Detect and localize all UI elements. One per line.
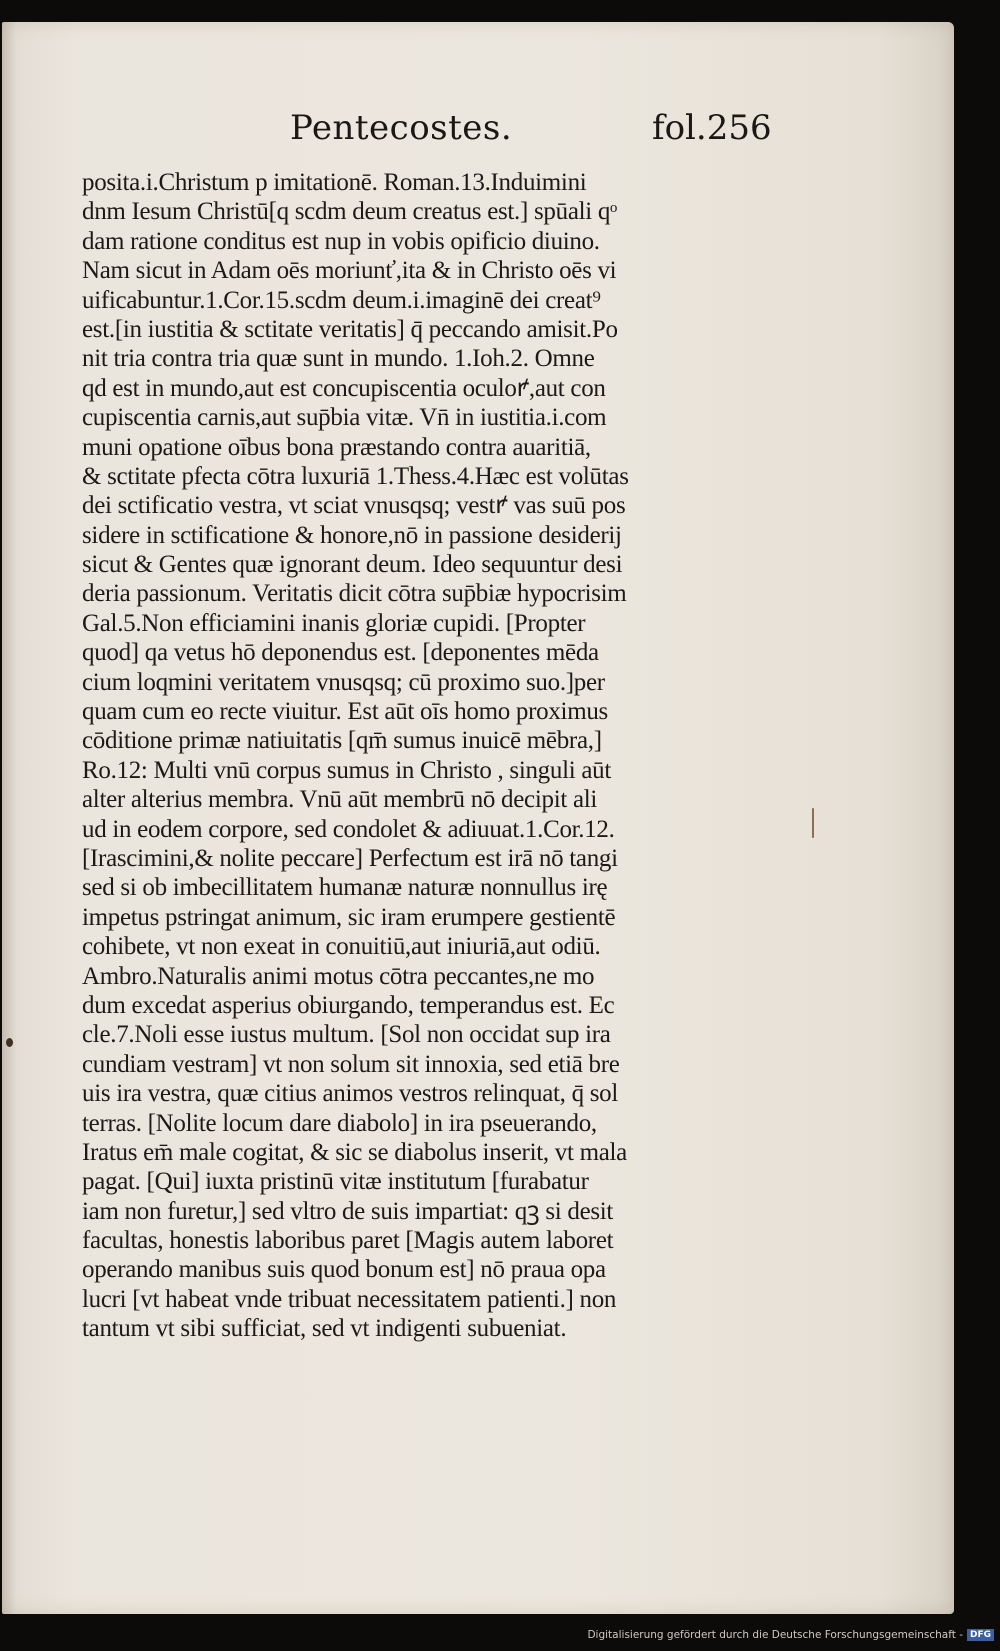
text-line: cōditione primæ natiuitatis [qm̄ sumus inuicē mēbra,] bbox=[82, 727, 602, 755]
text-line: dei sctificatio vestra, vt sciat vnusqsq; vestꝵ vas suū pos bbox=[82, 492, 626, 520]
text-line: impetus pstringat animum, sic iram erumpere gestientē bbox=[82, 903, 616, 931]
text-line: est.[in iustitia & sctitate veritatis] q̄ peccando amisit.Po bbox=[82, 315, 618, 343]
text-line: Nam sicut in Adam oēs moriunť,ita & in Christo oēs vi bbox=[82, 257, 617, 285]
text-line: muni opatione oībus bona præstando contra auaritiā, bbox=[82, 433, 591, 461]
running-head bbox=[2, 108, 954, 148]
ink-spot bbox=[6, 1038, 13, 1047]
text-line: uificabuntur.1.Cor.15.scdm deum.i.imaginē dei creat⁹ bbox=[82, 286, 601, 314]
text-line: dam ratione conditus est nup in vobis opificio diuino. bbox=[82, 227, 600, 255]
book-page bbox=[2, 22, 954, 1614]
text-line: pagat. [Qui] iuxta pristinū vitæ institutum [furabatur bbox=[82, 1168, 589, 1196]
text-line: cohibete, vt non exeat in conuitiū,aut iniuriā,aut odiū. bbox=[82, 933, 601, 961]
dfg-logo: DFG bbox=[967, 1629, 994, 1641]
credit-text: Digitalisierung gefördert durch die Deutsche Forschungsgemeinschaft - bbox=[587, 1629, 963, 1641]
digitization-credit bbox=[587, 1627, 994, 1643]
text-line: Ambro.Naturalis animi motus cōtra peccantes,ne mo bbox=[82, 962, 595, 990]
text-line: facultas, honestis laboribus paret [Magis autem laboret bbox=[82, 1227, 614, 1255]
folio-number: fol.256 bbox=[652, 108, 772, 148]
text-line: [Irascimini,& nolite peccare] Perfectum est irā nō tangi bbox=[82, 844, 618, 872]
text-line: cundiam vestram] vt non solum sit innoxia, sed etiā bre bbox=[82, 1050, 620, 1078]
text-line: sed si ob imbecillitatem humanæ naturæ nonnullus irę bbox=[82, 874, 608, 902]
text-line: cle.7.Noli esse iustus multum. [Sol non occidat sup ira bbox=[82, 1021, 611, 1049]
text-line: deria passionum. Veritatis dicit cōtra sup̄biæ hypocrisim bbox=[82, 580, 627, 608]
text-line: & sctitate pfecta cōtra luxuriā 1.Thess.4.Hæc est volūtas bbox=[82, 462, 629, 490]
text-line: lucri [vt habeat vnde tribuat necessitatem patienti.] non bbox=[82, 1285, 617, 1313]
running-head-title: Pentecostes. bbox=[290, 108, 513, 148]
text-line: Iratus em̄ male cogitat, & sic se diabolus inserit, vt mala bbox=[82, 1138, 627, 1166]
text-line: sicut & Gentes quæ ignorant deum. Ideo sequuntur desi bbox=[82, 551, 623, 579]
text-line: quam cum eo recte viuitur. Est aūt oīs homo proximus bbox=[82, 698, 608, 726]
body-text bbox=[82, 168, 762, 1344]
text-line: cupiscentia carnis,aut sup̄bia vitæ. Vn̄ in iustitia.i.com bbox=[82, 404, 607, 432]
text-line: ud in eodem corpore, sed condolet & adiuuat.1.Cor.12. bbox=[82, 815, 615, 843]
text-line: cium loqmini veritatem vnusqsq; cū proximo suo.]per bbox=[82, 668, 605, 696]
text-line: operando manibus suis quod bonum est] nō praua opa bbox=[82, 1256, 606, 1284]
text-line: sidere in sctificatione & honore,nō in passione desiderij bbox=[82, 521, 622, 549]
text-line: iam non furetur,] sed vltro de suis impartiat: qꝫ si desit bbox=[82, 1197, 614, 1225]
text-line: quod] qa vetus hō deponendus est. [deponentes mēda bbox=[82, 639, 599, 667]
text-line: uis ira vestra, quæ citius animos vestros relinquat, q̄ sol bbox=[82, 1080, 618, 1108]
text-line: nit tria contra tria quæ sunt in mundo. 1.Ioh.2. Omne bbox=[82, 345, 595, 373]
text-line: dum excedat asperius obiurgando, temperandus est. Ec bbox=[82, 991, 615, 1019]
text-line: Ro.12: Multi vnū corpus sumus in Christo , singuli aūt bbox=[82, 756, 611, 784]
text-line: posita.i.Christum p imitationē. Roman.13.Induimini bbox=[82, 169, 587, 196]
text-line: qd est in mundo,aut est concupiscentia oculoꝵ,aut con bbox=[82, 374, 606, 402]
text-line: alter alterius membra. Vnū aūt membrū nō decipit ali bbox=[82, 786, 598, 814]
text-line: Gal.5.Non efficiamini inanis gloriæ cupidi. [Propter bbox=[82, 609, 586, 637]
margin-mark bbox=[812, 808, 814, 838]
text-line: dnm Iesum Christū[q scdm deum creatus est.] spūali qᵒ bbox=[82, 198, 617, 226]
text-line: tantum vt sibi sufficiat, sed vt indigenti subueniat. bbox=[82, 1315, 567, 1343]
text-line: terras. [Nolite locum dare diabolo] in ira pseuerando, bbox=[82, 1109, 597, 1137]
